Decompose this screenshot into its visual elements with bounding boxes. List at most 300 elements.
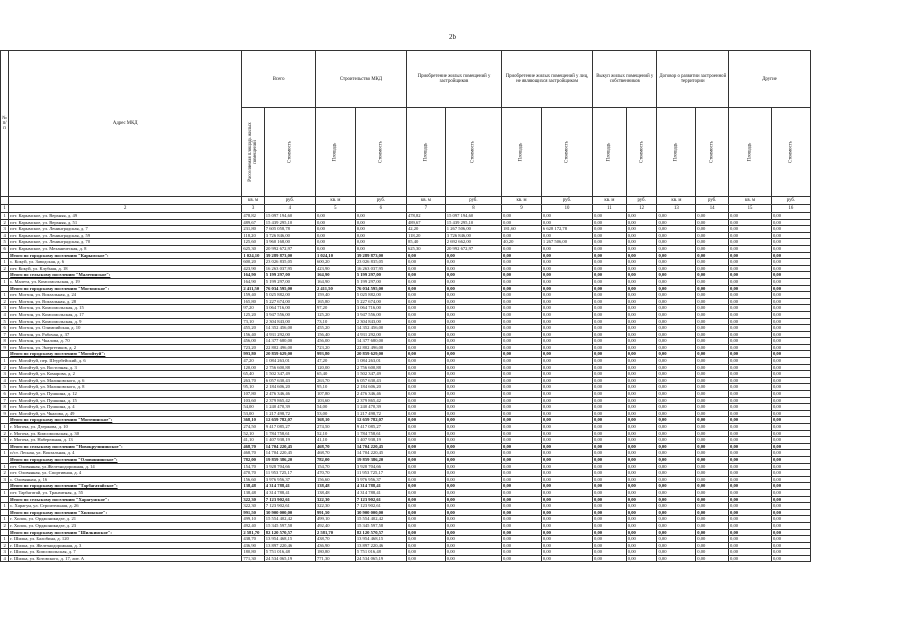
row-number — [1, 351, 9, 358]
value-cell: 0,00 — [541, 536, 592, 543]
value-cell: 993,80 — [242, 351, 264, 358]
address-cell: Итого по сельскому поселению "Харагунское": — [9, 496, 242, 503]
value-cell: 0,00 — [593, 417, 627, 424]
value-cell: 0,00 — [729, 549, 772, 556]
value-cell: 0,00 — [445, 536, 501, 543]
value-cell: 489,67 — [406, 219, 445, 226]
subheader-label: Площадь — [606, 142, 612, 162]
value-cell: 6 057 630,43 — [264, 377, 315, 384]
value-cell: 0,00 — [729, 509, 772, 516]
value-cell: 0,00 — [445, 463, 501, 470]
value-cell: 0,00 — [502, 470, 542, 477]
value-cell: 0,00 — [696, 417, 729, 424]
value-cell: 0,00 — [502, 325, 542, 332]
value-cell: 120,00 — [315, 364, 355, 371]
value-cell: 0,00 — [626, 252, 657, 259]
value-cell: 12 659 782,07 — [264, 417, 315, 424]
value-cell: 1 217 498,72 — [264, 410, 315, 417]
value-cell: 0,00 — [729, 542, 772, 549]
unit-label: кв. м — [502, 197, 542, 205]
value-cell: 0,00 — [657, 489, 696, 496]
value-cell: 3 976 956,37 — [355, 476, 406, 483]
value-cell: 0,00 — [696, 305, 729, 312]
value-cell: 0,00 — [406, 358, 445, 365]
value-cell: 0,00 — [541, 424, 592, 431]
value-cell: 180,80 — [315, 549, 355, 556]
value-cell: 0,00 — [657, 311, 696, 318]
value-cell: 3 947 556,00 — [355, 311, 406, 318]
value-cell: 0,00 — [406, 311, 445, 318]
value-cell: 2 476 346,46 — [264, 391, 315, 398]
value-cell: 625,30 — [242, 245, 264, 252]
value-cell: 0,00 — [593, 463, 627, 470]
value-cell: 0,00 — [445, 344, 501, 351]
value-cell: 0,00 — [626, 437, 657, 444]
value-cell: 0,00 — [657, 529, 696, 536]
value-cell: 118,20 — [242, 232, 264, 239]
address-cell: пгт. Карымское, ул. Верхняя, д. 49 — [9, 213, 242, 220]
value-cell: 0,00 — [657, 292, 696, 299]
value-cell: 0,00 — [315, 245, 355, 252]
value-cell: 0,00 — [406, 371, 445, 378]
value-cell: 1 084 263,01 — [355, 358, 406, 365]
value-cell: 0,00 — [502, 298, 542, 305]
value-cell: 7 123 902,61 — [355, 503, 406, 510]
subtotal-row — [1, 285, 857, 292]
value-cell: 0,00 — [729, 424, 772, 431]
value-cell: 0,00 — [502, 404, 542, 411]
value-cell: 0,00 — [406, 450, 445, 457]
value-cell: 499,10 — [315, 516, 355, 523]
value-cell: 0,00 — [729, 239, 772, 246]
value-cell: 76 034 595,00 — [355, 285, 406, 292]
value-cell: 455,20 — [242, 325, 264, 332]
value-cell: 0,00 — [541, 292, 592, 299]
value-cell: 0,00 — [593, 358, 627, 365]
value-cell: 0,00 — [502, 476, 542, 483]
value-cell: 0,00 — [771, 219, 810, 226]
units-blank — [1, 197, 9, 205]
row-number: 3 — [1, 476, 9, 483]
address-cell: Итого по городскому поселению "Могзонское": — [9, 285, 242, 292]
value-cell: 0,00 — [771, 456, 810, 463]
value-cell: 0,00 — [502, 265, 542, 272]
address-cell: пгт. Тарбагатай, ул. Транзитная, д. 55 — [9, 489, 242, 496]
value-cell: 0,00 — [445, 424, 501, 431]
value-cell: 41,10 — [242, 437, 264, 444]
value-cell: 0,00 — [502, 338, 542, 345]
value-cell: 0,00 — [445, 404, 501, 411]
row-number — [1, 509, 9, 516]
value-cell: 0,00 — [696, 298, 729, 305]
value-cell: 0,00 — [657, 351, 696, 358]
value-cell: 0,00 — [729, 265, 772, 272]
address-cell: пгт. Могзон, ул. Комсомольская, д. 17 — [9, 311, 242, 318]
value-cell: 0,00 — [626, 470, 657, 477]
value-cell: 0,00 — [406, 516, 445, 523]
value-cell: 0,00 — [406, 364, 445, 371]
value-cell: 0,00 — [729, 430, 772, 437]
row-number — [1, 456, 9, 463]
unit-label: руб. — [541, 197, 592, 205]
address-cell: пгт. Могойтуй, ул. Малиновского, д. 8 — [9, 384, 242, 391]
value-cell: 0,00 — [593, 298, 627, 305]
table-row — [1, 404, 857, 411]
value-cell: 0,00 — [593, 318, 627, 325]
value-cell: 22 802 496,00 — [264, 344, 315, 351]
value-cell: 20 992 672,97 — [445, 245, 501, 252]
value-cell: 0,00 — [771, 496, 810, 503]
value-cell: 0,00 — [502, 489, 542, 496]
value-cell: 0,00 — [593, 338, 627, 345]
address-cell: пгт. Карымское, ул. Механическая, д. 8 — [9, 245, 242, 252]
value-cell: 85,40 — [406, 239, 445, 246]
value-cell: 0,00 — [626, 483, 657, 490]
value-cell: 0,00 — [541, 503, 592, 510]
address-cell: с. Кокуй, ул. Заводская, д. 6 — [9, 259, 242, 266]
value-cell: 15 554 402,42 — [355, 516, 406, 523]
row-number: 2 — [1, 298, 9, 305]
value-cell: 7 123 902,61 — [264, 503, 315, 510]
value-cell: 19 859 386,20 — [355, 456, 406, 463]
value-cell: 0,00 — [445, 509, 501, 516]
value-cell: 0,00 — [406, 344, 445, 351]
value-cell: 0,00 — [696, 483, 729, 490]
table-row — [1, 503, 857, 510]
value-cell: 368,10 — [242, 417, 264, 424]
value-cell: 0,00 — [729, 278, 772, 285]
value-cell: 0,00 — [771, 364, 810, 371]
value-cell: 0,00 — [657, 509, 696, 516]
value-cell: 0,00 — [502, 384, 542, 391]
subheader-cell — [264, 108, 315, 197]
value-cell: 0,00 — [729, 259, 772, 266]
value-cell: 263,70 — [242, 377, 264, 384]
value-cell: 0,00 — [445, 272, 501, 279]
value-cell: 23 026 835,05 — [355, 259, 406, 266]
value-cell: 0,00 — [593, 489, 627, 496]
value-cell: 0,00 — [626, 371, 657, 378]
row-number: 5 — [1, 318, 9, 325]
value-cell: 625,30 — [406, 245, 445, 252]
address-cell: г. Шилка, ул. Балобина, д. 120 — [9, 536, 242, 543]
address-cell: пгт. Карымское, ул. Верхняя, д. 51 — [9, 219, 242, 226]
value-cell: 0,00 — [541, 377, 592, 384]
value-cell: 0,00 — [593, 331, 627, 338]
value-cell: 0,00 — [315, 232, 355, 239]
value-cell: 0,00 — [626, 265, 657, 272]
value-cell: 0,00 — [406, 305, 445, 312]
table-row — [1, 338, 857, 345]
row-number: 1 — [1, 424, 9, 431]
value-cell: 0,00 — [502, 397, 542, 404]
value-cell: 0,00 — [696, 456, 729, 463]
row-number: 6 — [1, 325, 9, 332]
value-cell: 0,00 — [771, 529, 810, 536]
value-cell: 52,10 — [315, 430, 355, 437]
value-cell: 0,00 — [729, 371, 772, 378]
value-cell: 2 756 600,88 — [264, 364, 315, 371]
value-cell: 0,00 — [406, 476, 445, 483]
value-cell: 0,00 — [502, 516, 542, 523]
row-number: 2 — [1, 542, 9, 549]
column-number: 11 — [593, 205, 627, 213]
table-row — [1, 430, 857, 437]
table-row — [1, 463, 857, 470]
unit-label: руб. — [771, 197, 810, 205]
value-cell: 0,00 — [541, 265, 592, 272]
value-cell: 0,00 — [593, 391, 627, 398]
value-cell: 3 928 704,66 — [355, 463, 406, 470]
column-number: 16 — [771, 205, 810, 213]
value-cell: 0,00 — [541, 430, 592, 437]
address-cell: г. Шилка, ул. Комсомольская, д. 7 — [9, 549, 242, 556]
address-cell: пгт. Могойтуй, ул. Комарова, д. 2 — [9, 371, 242, 378]
value-cell: 1 240 470,39 — [355, 404, 406, 411]
value-cell: 0,00 — [696, 239, 729, 246]
value-cell: 0,00 — [696, 325, 729, 332]
value-cell: 0,00 — [729, 456, 772, 463]
value-cell: 0,00 — [657, 516, 696, 523]
value-cell: 3 928 704,66 — [264, 463, 315, 470]
value-cell: 0,00 — [626, 259, 657, 266]
value-cell: 0,00 — [593, 470, 627, 477]
value-cell: 15 345 597,58 — [264, 522, 315, 529]
header-group-buyout: Выкуп жилых помещений у собственников — [593, 51, 657, 108]
value-cell: 0,00 — [696, 213, 729, 220]
value-cell: 15 439 295,10 — [264, 219, 315, 226]
value-cell: 0,00 — [657, 424, 696, 431]
value-cell: 0,00 — [696, 318, 729, 325]
address-cell: Итого по сельскому поселению "Малетинское": — [9, 272, 242, 279]
value-cell: 39 289 873,00 — [355, 252, 406, 259]
value-cell: 0,00 — [729, 536, 772, 543]
value-cell: 0,00 — [729, 404, 772, 411]
value-cell: 0,00 — [406, 351, 445, 358]
value-cell: 0,00 — [657, 536, 696, 543]
row-number: 1 — [1, 358, 9, 365]
value-cell: 0,00 — [406, 509, 445, 516]
value-cell: 0,00 — [696, 522, 729, 529]
value-cell: 0,00 — [657, 325, 696, 332]
subheader-label: Стоимость — [378, 140, 384, 164]
value-cell: 0,00 — [406, 430, 445, 437]
value-cell: 0,00 — [626, 549, 657, 556]
value-cell: 0,00 — [541, 443, 592, 450]
value-cell: 0,00 — [502, 391, 542, 398]
value-cell: 0,00 — [445, 298, 501, 305]
address-cell: г. Могоча, ул. Комсомольская, д. 30 — [9, 430, 242, 437]
value-cell: 0,00 — [541, 549, 592, 556]
table-row — [1, 259, 857, 266]
value-cell: 0,00 — [771, 232, 810, 239]
column-number: 2 — [9, 205, 242, 213]
value-cell: 0,00 — [541, 371, 592, 378]
value-cell: 5 751 016,48 — [264, 549, 315, 556]
value-cell: 164,90 — [315, 278, 355, 285]
subtotal-row — [1, 509, 857, 516]
value-cell: 1 217 498,72 — [355, 410, 406, 417]
subheader-cell — [541, 108, 592, 197]
value-cell: 0,00 — [657, 542, 696, 549]
value-cell: 0,00 — [502, 437, 542, 444]
value-cell: 771,30 — [242, 555, 264, 562]
value-cell: 156,40 — [315, 331, 355, 338]
value-cell: 156,60 — [315, 476, 355, 483]
value-cell: 0,00 — [445, 318, 501, 325]
column-number: 15 — [729, 205, 772, 213]
row-number: 2 — [1, 430, 9, 437]
value-cell: 0,00 — [502, 232, 542, 239]
value-cell: 0,00 — [729, 219, 772, 226]
row-number: 1 — [1, 278, 9, 285]
value-cell: 0,00 — [626, 292, 657, 299]
value-cell: 0,00 — [541, 358, 592, 365]
value-cell: 0,00 — [729, 318, 772, 325]
value-cell: 19 859 386,20 — [264, 456, 315, 463]
value-cell: 0,00 — [593, 278, 627, 285]
value-cell: 15 554 402,42 — [264, 516, 315, 523]
subheader-label: Стоимость — [564, 140, 570, 164]
value-cell: 0,00 — [445, 391, 501, 398]
value-cell: 3 976 956,37 — [264, 476, 315, 483]
subheader-cell — [771, 108, 810, 197]
value-cell: 0,00 — [657, 298, 696, 305]
value-cell: 0,00 — [445, 456, 501, 463]
subheader-label: Стоимость — [709, 140, 715, 164]
value-cell: 1 267 506,00 — [445, 226, 501, 233]
value-cell: 0,00 — [696, 503, 729, 510]
value-cell: 0,00 — [406, 489, 445, 496]
value-cell: 0,00 — [355, 213, 406, 220]
value-cell: 0,00 — [626, 298, 657, 305]
value-cell: 0,00 — [502, 364, 542, 371]
value-cell: 0,00 — [541, 232, 592, 239]
row-number: 4 — [1, 311, 9, 318]
value-cell: 5 199 297,00 — [264, 278, 315, 285]
value-cell: 0,00 — [626, 443, 657, 450]
row-number: 7 — [1, 331, 9, 338]
value-cell: 0,00 — [541, 285, 592, 292]
value-cell: 231,80 — [242, 226, 264, 233]
value-cell: 0,00 — [502, 219, 542, 226]
value-cell: 0,00 — [541, 509, 592, 516]
value-cell: 0,00 — [445, 503, 501, 510]
value-cell: 0,00 — [541, 272, 592, 279]
value-cell: 0,00 — [406, 377, 445, 384]
value-cell: 0,00 — [502, 424, 542, 431]
value-cell: 0,00 — [657, 549, 696, 556]
value-cell: 0,00 — [502, 503, 542, 510]
value-cell: 0,00 — [406, 285, 445, 292]
value-cell: 4 314 788,41 — [264, 489, 315, 496]
value-cell: 125,20 — [315, 311, 355, 318]
value-cell: 3 726 846,00 — [445, 232, 501, 239]
value-cell: 0,00 — [541, 305, 592, 312]
value-cell: 478,82 — [242, 213, 264, 220]
value-cell: 0,00 — [593, 259, 627, 266]
value-cell: 0,00 — [657, 450, 696, 457]
value-cell: 0,00 — [315, 219, 355, 226]
value-cell: 20 992 672,97 — [264, 245, 315, 252]
value-cell: 2 476 346,46 — [355, 391, 406, 398]
value-cell: 4 314 788,41 — [264, 483, 315, 490]
address-cell: пгт. Могзон, ул. Олимпийская, д. 10 — [9, 325, 242, 332]
value-cell: 0,00 — [657, 391, 696, 398]
value-cell: 53,00 — [315, 410, 355, 417]
value-cell: 0,00 — [541, 555, 592, 562]
table-row — [1, 239, 857, 246]
table-row — [1, 219, 857, 226]
value-cell: 0,00 — [445, 417, 501, 424]
value-cell: 54,00 — [242, 404, 264, 411]
row-number: 3 — [1, 549, 9, 556]
value-cell: 0,00 — [626, 476, 657, 483]
address-cell: Итого по городскому поселению "Могочинское": — [9, 417, 242, 424]
value-cell: 0,00 — [593, 555, 627, 562]
value-cell: 0,00 — [445, 338, 501, 345]
value-cell: 0,00 — [355, 219, 406, 226]
value-cell: 16 263 037,95 — [264, 265, 315, 272]
value-cell: 0,00 — [445, 292, 501, 299]
value-cell: 20 859 629,00 — [355, 351, 406, 358]
address-cell: пгт. Могзон, ул. Энергетиков, д. 2 — [9, 344, 242, 351]
value-cell: 5 751 016,48 — [355, 549, 406, 556]
value-cell: 0,00 — [657, 259, 696, 266]
subheader-cell — [406, 108, 445, 197]
value-cell: 0,00 — [541, 331, 592, 338]
value-cell: 52,10 — [242, 430, 264, 437]
value-cell: 0,00 — [771, 351, 810, 358]
value-cell: 42,20 — [406, 226, 445, 233]
value-cell: 0,00 — [445, 496, 501, 503]
value-cell: 0,00 — [502, 463, 542, 470]
value-cell: 0,00 — [593, 549, 627, 556]
value-cell: 0,00 — [541, 252, 592, 259]
value-cell: 0,00 — [541, 470, 592, 477]
value-cell: 0,00 — [406, 384, 445, 391]
header-group-other: Другие — [729, 51, 811, 108]
value-cell: 0,00 — [445, 437, 501, 444]
value-cell: 0,00 — [729, 476, 772, 483]
value-cell: 0,00 — [541, 344, 592, 351]
value-cell: 0,00 — [541, 259, 592, 266]
header-address: Адрес МКД — [9, 51, 242, 197]
value-cell: 7 123 902,61 — [264, 496, 315, 503]
row-number — [1, 496, 9, 503]
table-row — [1, 397, 857, 404]
value-cell: 0,00 — [771, 344, 810, 351]
value-cell: 0,00 — [593, 311, 627, 318]
value-cell: 0,00 — [502, 483, 542, 490]
value-cell: 0,00 — [541, 417, 592, 424]
value-cell: 0,00 — [406, 298, 445, 305]
value-cell: 0,00 — [626, 358, 657, 365]
header-group-developer-purchase: Приобретение жилых помещений у застройщиков — [406, 51, 501, 108]
table-row — [1, 437, 857, 444]
value-cell: 782,00 — [315, 456, 355, 463]
row-number: 7 — [1, 397, 9, 404]
value-cell: 0,00 — [502, 331, 542, 338]
value-cell: 0,00 — [593, 503, 627, 510]
address-cell: пгт. Могзон, ул. Вокзальная, д. 28 — [9, 298, 242, 305]
table-row — [1, 364, 857, 371]
value-cell: 0,00 — [626, 542, 657, 549]
address-cell: п/ст. Лесная, ул. Вокзальная, д. 4 — [9, 450, 242, 457]
value-cell: 600,20 — [315, 259, 355, 266]
value-cell: 0,00 — [626, 325, 657, 332]
value-cell: 436,90 — [242, 542, 264, 549]
